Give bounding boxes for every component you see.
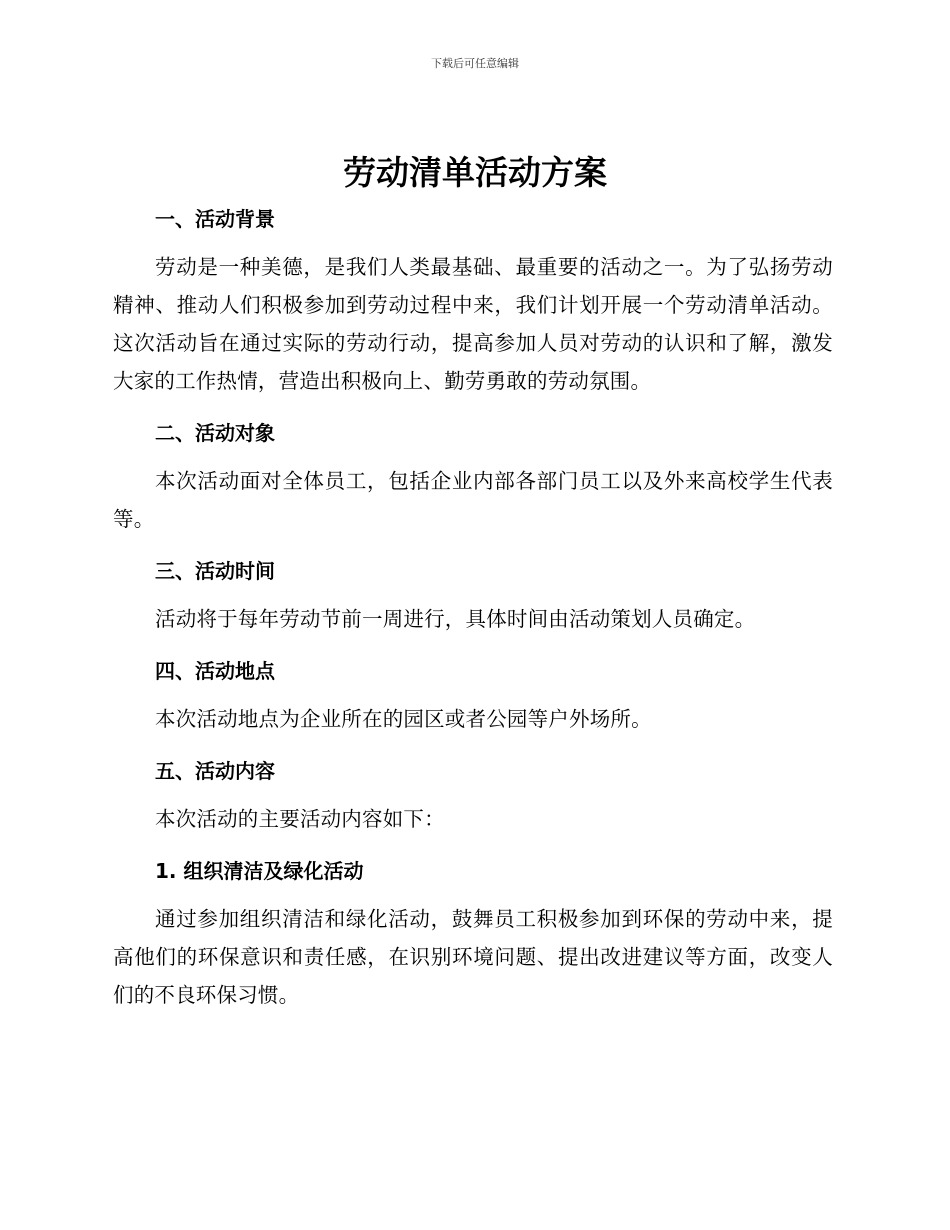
document-body [113,200,833,1014]
subsection-paragraph-cleaning: 通过参加组织清洁和绿化活动，鼓舞员工积极参加到环保的劳动中来，提高他们的环保意识和责任感，在识别环境问题、提出改进建议等方面，改变人们的不良环保习惯。 [113,907,833,1007]
subsection-heading-cleaning: 1. 组织清洁及绿化活动 [155,859,364,883]
section-heading-location: 四、活动地点 [155,659,275,683]
section-heading-background: 一、活动背景 [155,207,275,231]
section-heading-time: 三、活动时间 [155,559,275,583]
header-note: 下载后可任意编辑 [431,57,519,70]
section-paragraph-location: 本次活动地点为企业所在的园区或者公园等户外场所。 [155,707,652,731]
section-paragraph-audience: 本次活动面对全体员工，包括企业内部各部门员工以及外来高校学生代表等。 [113,469,833,531]
document-title: 劳动清单活动方案 [343,153,607,192]
section-paragraph-content: 本次活动的主要活动内容如下： [155,807,445,831]
section-heading-audience: 二、活动对象 [155,421,275,445]
section-paragraph-time: 活动将于每年劳动节前一周进行，具体时间由活动策划人员确定。 [155,607,756,631]
section-paragraph-background: 劳动是一种美德，是我们人类最基础、最重要的活动之一。为了弘扬劳动精神、推动人们积极参加到劳动过程中来，我们计划开展一个劳动清单活动。这次活动旨在通过实际的劳动行动，提高参加人员对劳动的认识和了解，激发大家的工作热情，营造出积极向上、勤劳勇敢的劳动氛围。 [113,255,833,393]
section-heading-content: 五、活动内容 [155,759,275,783]
